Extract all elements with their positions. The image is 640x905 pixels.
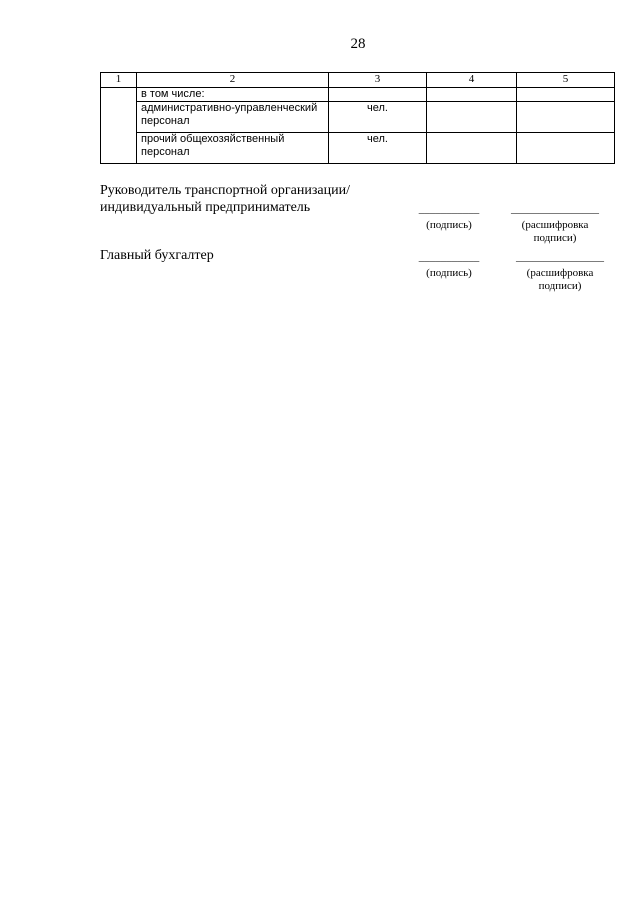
- table-row: [101, 133, 615, 164]
- head-name-caption-line2: подписи): [533, 232, 577, 244]
- column-header: 2: [137, 73, 329, 88]
- head-name-caption: [500, 219, 610, 245]
- accountant-title: Главный бухгалтер: [100, 248, 214, 263]
- column-header: 1: [101, 73, 137, 88]
- head-title-line1: Руководитель транспортной организации/: [100, 183, 350, 198]
- column-header: 4: [427, 73, 517, 88]
- accountant-signature-line: ___________: [418, 251, 480, 263]
- column-header: 5: [517, 73, 615, 88]
- row-value-4: [427, 102, 517, 133]
- table-row: [101, 102, 615, 133]
- accountant-name-line: ________________: [516, 251, 604, 263]
- row-label: в том числе:: [137, 88, 329, 102]
- row-value-4: [427, 88, 517, 102]
- head-title-line2: индивидуальный предприниматель: [100, 200, 311, 215]
- table-header-row: [101, 73, 615, 88]
- row-unit: чел.: [329, 133, 427, 164]
- head-name-caption-line1: (расшифровка: [521, 219, 589, 231]
- row-unit: чел.: [329, 102, 427, 133]
- accountant-name-caption: [505, 267, 615, 293]
- head-signature-line: ___________: [418, 203, 480, 215]
- head-title: [100, 182, 350, 216]
- row-number-cell: [101, 88, 137, 164]
- table-row: [101, 88, 615, 102]
- accountant-name-caption-line1: (расшифровка: [526, 267, 594, 279]
- row-value-4: [427, 133, 517, 164]
- row-value-5: [517, 102, 615, 133]
- accountant-signature-caption: (подпись): [426, 267, 472, 279]
- row-value-5: [517, 133, 615, 164]
- accountant-name-caption-line2: подписи): [538, 280, 582, 292]
- row-label: прочий общехозяйственный персонал: [137, 133, 329, 164]
- head-name-line: ________________: [511, 203, 599, 215]
- column-header: 3: [329, 73, 427, 88]
- row-unit: [329, 88, 427, 102]
- report-table: [100, 72, 615, 164]
- row-value-5: [517, 88, 615, 102]
- head-signature-caption: (подпись): [426, 219, 472, 231]
- row-label: административно-управленческий персонал: [137, 102, 329, 133]
- page-number: 28: [350, 36, 366, 52]
